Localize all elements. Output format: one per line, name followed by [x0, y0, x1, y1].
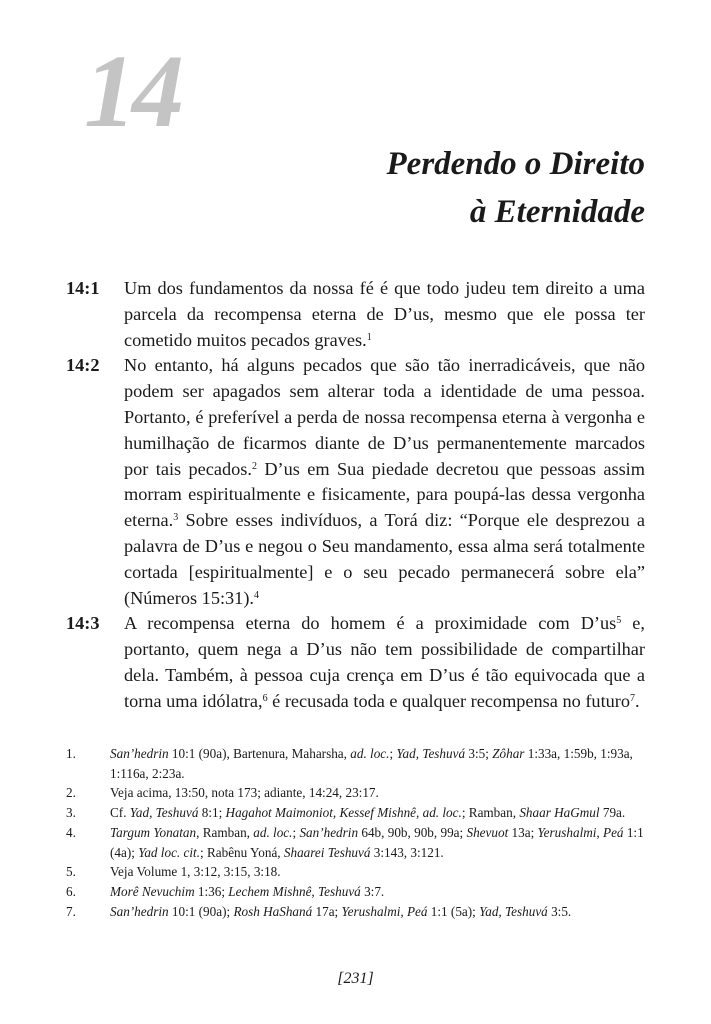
citation-title: San’hedrin: [299, 824, 359, 840]
page-number: [231]: [337, 970, 374, 987]
footnote-ref[interactable]: 2: [251, 460, 257, 472]
citation-title: Shevuot: [466, 824, 509, 840]
main-text: [66, 276, 645, 715]
citation-title: Morê Nevuchim: [110, 883, 195, 899]
text-run: 17a;: [312, 903, 342, 919]
text-run: 3:5.: [547, 903, 572, 919]
text-run: Veja Volume 1, 3:12, 3:15, 3:18.: [110, 864, 281, 880]
text-run: 3:7.: [360, 883, 385, 899]
paragraph: [66, 611, 645, 714]
citation-title: ad. loc.: [350, 746, 390, 761]
footnote: [66, 902, 645, 922]
text-run: ; Ramban,: [461, 805, 520, 821]
footnote-text: [110, 882, 645, 902]
text-run: 10:1 (90a);: [168, 903, 234, 919]
text-run: 1:36;: [194, 883, 229, 899]
citation-title: Yad loc. cit.: [138, 844, 200, 860]
citation-title: ad. loc.: [253, 824, 293, 840]
footnotes: [66, 744, 645, 921]
citation-title: San’hedrin: [110, 903, 169, 919]
text-run: D’us em Sua piedade decretou que pessoas assim morram espiritualmente e fisicamente, para poupá-las dessa vergonha eterna.: [124, 458, 645, 531]
text-run: e, portanto, quem nega a D’us não tem possibilidade de compartilhar dela. Também, à pessoa cuja crença em D’us é tão equivocada que a torna uma idólatra,: [124, 613, 645, 711]
text-run: 79a.: [599, 805, 626, 821]
footnote-text: [110, 744, 645, 783]
chapter-number: 14: [84, 34, 180, 149]
footnote: [66, 803, 645, 823]
text-run: .: [635, 690, 640, 711]
text-run: 8:1;: [198, 805, 226, 821]
citation-title: Yerushalmi, Peá: [341, 903, 428, 919]
footnote-text: [110, 862, 645, 882]
footnote-ref[interactable]: 1: [366, 331, 372, 343]
text-run: , Ramban,: [196, 824, 254, 840]
footnote-text: [110, 902, 645, 922]
text-run: Veja acima, 13:50, nota 173; adiante, 14:24, 23:17.: [110, 785, 379, 801]
footnote: [66, 862, 645, 882]
citation-title: Lechem Mishnê, Teshuvá: [228, 883, 361, 899]
paragraph-text: [124, 611, 645, 714]
text-run: ; Rabênu Yoná,: [200, 844, 284, 860]
text-run: 1:1 (5a);: [427, 903, 480, 919]
footnote-text: [110, 783, 645, 803]
text-run: 10:1 (90a), Bartenura, Maharsha,: [168, 746, 351, 761]
citation-title: Yerushalmi, Peá: [537, 824, 624, 840]
text-run: No entanto, há alguns pecados que são tão inerradicáveis, que não podem ser apagados sem alterar toda a identidade de uma pessoa. Portanto, é preferível a perda de nossa recompensa eterna à vergonha e humilhação de ficarmos diante de D’us permanentemente marcados por tais pecados.: [124, 355, 645, 479]
footnote-ref[interactable]: 4: [253, 589, 259, 601]
citation-title: Hagahot Maimoniot, Kessef Mishnê, ad. loc.: [225, 805, 462, 821]
chapter-title-line-1: Perdendo o Direito: [386, 146, 645, 182]
citation-title: Shaarei Teshuvá: [283, 844, 371, 860]
chapter-title: [225, 140, 645, 236]
footnote-ref[interactable]: 7: [630, 692, 636, 704]
footnote-number: 1.: [66, 746, 76, 761]
footnote-number: 5.: [66, 864, 76, 880]
footnote: [66, 783, 645, 803]
text-run: 64b, 90b, 90b, 99a;: [358, 824, 467, 840]
paragraph: [66, 353, 645, 611]
text-run: Sobre esses indivíduos, a Torá diz: “Porque ele desprezou a palavra de D’us e negou o Seu mandamento, essa alma será totalmente cortada [espiritualmente] e o seu pecado permanecerá sobre ela” (Números 15:31).: [124, 510, 645, 608]
text-run: ;: [389, 746, 397, 761]
citation-title: Yad, Teshuvá: [396, 746, 466, 761]
text-run: 1:33a, 1:59b, 1:93a, 1:116a, 2:23a.: [110, 746, 633, 781]
paragraph-number: 14:1: [66, 278, 100, 298]
citation-title: Targum Yonatan: [110, 824, 197, 840]
citation-title: Rosh HaShaná: [233, 903, 313, 919]
citation-title: Shaar HaGmul: [519, 805, 600, 821]
paragraph-number: 14:3: [66, 613, 100, 634]
chapter-title-line-2: à Eternidade: [469, 194, 645, 230]
footnote-text: [110, 803, 645, 823]
footnote-number: 6.: [66, 883, 76, 899]
text-run: ;: [292, 824, 300, 840]
text-run: Cf.: [110, 805, 130, 821]
footnote-number: 3.: [66, 805, 76, 821]
footnote: [66, 823, 645, 862]
footnote-ref[interactable]: 5: [616, 615, 622, 627]
footnote-ref[interactable]: 6: [262, 692, 268, 704]
text-run: Um dos fundamentos da nossa fé é que todo judeu tem direito a uma parcela da recompensa eterna de D’us, mesmo que ele possa ter cometido muitos pecados graves.: [124, 278, 645, 350]
footnote-text: [110, 823, 645, 862]
text-run: 3:143, 3:121.: [370, 844, 444, 860]
paragraph-text: [124, 276, 645, 353]
citation-title: Yad, Teshuvá: [129, 805, 199, 821]
citation-title: Zôhar: [492, 746, 525, 761]
text-run: A recompensa eterna do homem é a proximidade com D’us: [124, 613, 617, 634]
paragraph-number: 14:2: [66, 355, 100, 376]
citation-title: San’hedrin: [110, 746, 169, 761]
citation-title: Yad, Teshuvá: [479, 903, 548, 919]
paragraph-text: [124, 353, 645, 611]
paragraph: [66, 276, 645, 353]
text-run: é recusada toda e qualquer recompensa no futuro: [267, 690, 631, 711]
text-run: 3:5;: [465, 746, 493, 761]
footnote-number: 2.: [66, 785, 76, 801]
footnote: [66, 882, 645, 902]
footnote: [66, 744, 645, 783]
footnote-number: 4.: [66, 824, 76, 840]
text-run: 1:1 (4a);: [110, 824, 644, 860]
footnote-number: 7.: [66, 903, 76, 919]
text-run: 13a;: [508, 824, 538, 840]
footnote-ref[interactable]: 3: [173, 512, 179, 524]
